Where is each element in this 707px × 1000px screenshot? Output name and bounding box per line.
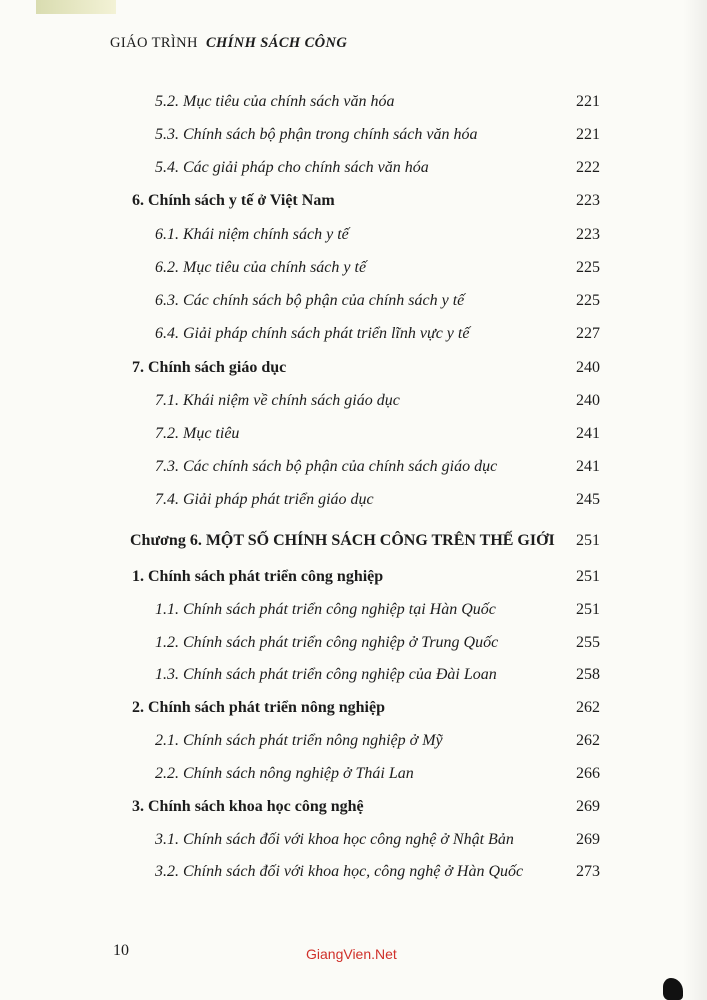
toc-entry-label: 7.1. Khái niệm về chính sách giáo dục <box>155 392 400 409</box>
page-number: 10 <box>113 942 129 959</box>
toc-entry-label: 1.3. Chính sách phát triển công nghiệp của Đài Loan <box>155 666 497 683</box>
toc-entry-page: 223 <box>576 226 600 243</box>
running-header-title: CHÍNH SÁCH CÔNG <box>205 35 348 51</box>
toc-entry-label: Chương 6. MỘT SỐ CHÍNH SÁCH CÔNG TRÊN THẾ GIỚI <box>130 532 555 549</box>
toc-chapter-row <box>130 527 600 555</box>
toc-entry-label: 5.3. Chính sách bộ phận trong chính sách văn hóa <box>155 126 478 143</box>
toc-entry-page: 240 <box>576 392 600 409</box>
toc-subsection-row <box>155 727 600 755</box>
toc-entry-page: 245 <box>576 491 600 508</box>
toc-subsection-row <box>155 629 600 657</box>
toc-entry-label: 2. Chính sách phát triển nông nghiệp <box>132 699 385 716</box>
toc-entry-page: 221 <box>576 93 600 110</box>
toc-entry-label: 7.3. Các chính sách bộ phận của chính sách giáo dục <box>155 458 498 475</box>
toc-entry-label: 7.2. Mục tiêu <box>155 425 240 442</box>
toc-entry-page: 251 <box>576 601 600 618</box>
toc-subsection-row <box>155 287 600 315</box>
toc-subsection-row <box>155 453 600 481</box>
toc-entry-label: 3. Chính sách khoa học công nghệ <box>132 798 364 815</box>
toc-section-row <box>132 694 600 722</box>
toc-entry-label: 2.2. Chính sách nông nghiệp ở Thái Lan <box>155 765 414 782</box>
toc-entry-label: 5.4. Các giải pháp cho chính sách văn hóa <box>155 159 429 176</box>
toc-entry-page: 227 <box>576 325 600 342</box>
toc-subsection-row <box>155 486 600 514</box>
toc-entry-label: 6.2. Mục tiêu của chính sách y tế <box>155 259 367 276</box>
toc-subsection-row <box>155 420 600 448</box>
toc-section-row <box>132 187 600 215</box>
toc-entry-label: 1. Chính sách phát triển công nghiệp <box>132 568 384 585</box>
toc-entry-label: 3.2. Chính sách đối với khoa học, công nghệ ở Hàn Quốc <box>155 863 524 880</box>
toc-entry-page: 223 <box>576 192 600 209</box>
toc-entry-page: 269 <box>576 831 600 848</box>
toc-subsection-row <box>155 760 600 788</box>
toc-entry-page: 262 <box>576 732 600 749</box>
toc-subsection-row <box>155 154 600 182</box>
toc-subsection-row <box>155 121 600 149</box>
toc-entry-page: 266 <box>576 765 600 782</box>
toc-entry-label: 6.3. Các chính sách bộ phận của chính sách y tế <box>155 292 465 309</box>
toc-entry-page: 225 <box>576 292 600 309</box>
toc-entry-label: 3.1. Chính sách đối với khoa học công nghệ ở Nhật Bản <box>155 831 514 848</box>
running-header-prefix: GIÁO TRÌNH <box>110 35 198 51</box>
toc-entry-page: 222 <box>576 159 600 176</box>
toc-subsection-row <box>155 661 600 689</box>
toc-subsection-row <box>155 387 600 415</box>
toc-entry-page: 240 <box>576 359 600 376</box>
toc-entry-page: 273 <box>576 863 600 880</box>
toc-section-row <box>132 354 600 382</box>
toc-entry-label: 5.2. Mục tiêu của chính sách văn hóa <box>155 93 395 110</box>
toc-entry-label: 7. Chính sách giáo dục <box>132 359 287 376</box>
toc-subsection-row <box>155 596 600 624</box>
toc-subsection-row <box>155 826 600 854</box>
watermark: GiangVien.Net <box>306 946 397 962</box>
toc-subsection-row <box>155 88 600 116</box>
toc-entry-page: 225 <box>576 259 600 276</box>
toc-entry-page: 241 <box>576 458 600 475</box>
toc-entry-label: 6.4. Giải pháp chính sách phát triển lĩnh vực y tế <box>155 325 470 342</box>
toc-entry-label: 2.1. Chính sách phát triển nông nghiệp ở Mỹ <box>155 732 443 749</box>
toc-subsection-row <box>155 254 600 282</box>
toc-entry-label: 1.1. Chính sách phát triển công nghiệp tại Hàn Quốc <box>155 601 496 618</box>
toc-entry-page: 251 <box>576 568 600 585</box>
toc-subsection-row <box>155 320 600 348</box>
toc-entry-label: 6. Chính sách y tế ở Việt Nam <box>132 192 335 209</box>
toc-section-row <box>132 793 600 821</box>
toc-entry-page: 258 <box>576 666 600 683</box>
toc-entry-page: 269 <box>576 798 600 815</box>
toc-subsection-row <box>155 221 600 249</box>
toc-entry-page: 262 <box>576 699 600 716</box>
toc-entry-page: 251 <box>576 532 600 549</box>
toc-entry-label: 6.1. Khái niệm chính sách y tế <box>155 226 349 243</box>
toc-entry-page: 241 <box>576 425 600 442</box>
toc-entry-label: 7.4. Giải pháp phát triển giáo dục <box>155 491 374 508</box>
toc-subsection-row <box>155 858 600 886</box>
toc-entry-page: 255 <box>576 634 600 651</box>
toc-section-row <box>132 563 600 591</box>
toc-entry-page: 221 <box>576 126 600 143</box>
toc-entry-label: 1.2. Chính sách phát triển công nghiệp ở Trung Quốc <box>155 634 499 651</box>
